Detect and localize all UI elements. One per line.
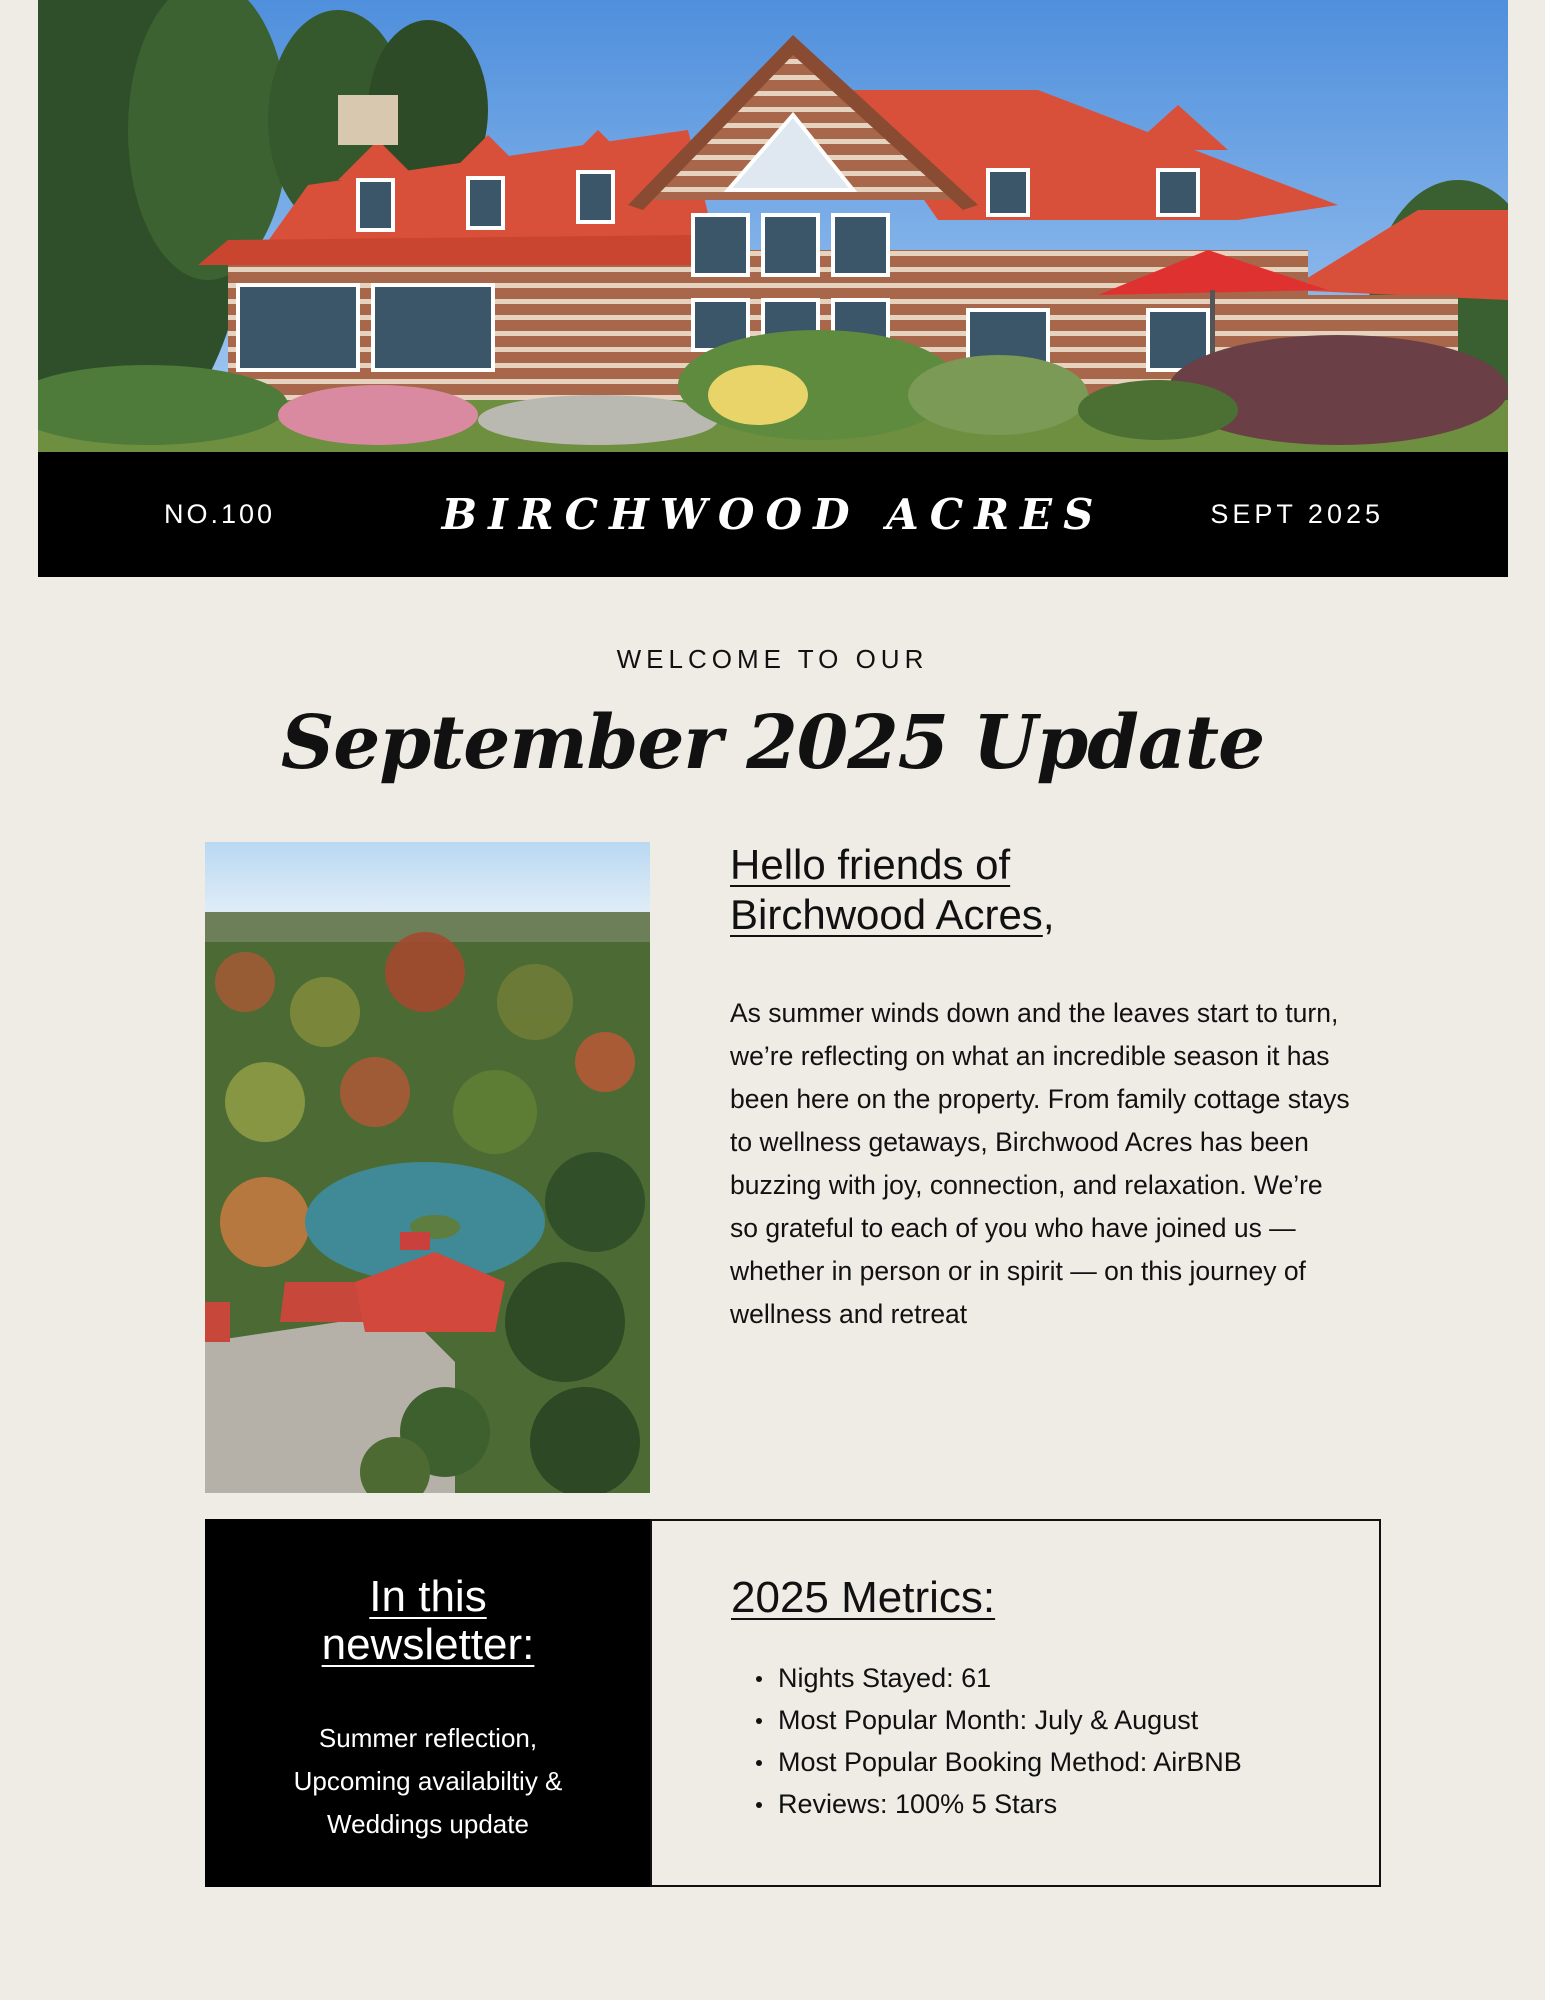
metrics-item: Nights Stayed: 61 [778,1657,1242,1699]
metrics-list [778,1657,1242,1825]
intro-paragraph: As summer winds down and the leaves start to turn, we’re reflecting on what an incredible season it has been here on the property. From family cottage stays to wellness getaways, Birchwood Acres has been buzzing with joy, connection, and relaxation. We’re so grateful to each of you who have joined us — whether in person or in spirit — on this journey of wellness and retreat [730,998,1350,1329]
issue-date: SEPT 2025 [1210,499,1384,529]
welcome-kicker: WELCOME TO OUR [616,644,929,674]
contents-heading-line-2: newsletter: [321,1620,535,1669]
contents-heading [205,1573,651,1669]
greeting-punctuation: , [1042,891,1055,938]
greeting-line-2: Birchwood Acres [730,891,1043,938]
brand-title: BIRCHWOOD ACRES [441,490,1105,539]
masthead-bar [38,452,1508,577]
newsletter-contents-box [205,1519,651,1887]
metrics-item: Reviews: 100% 5 Stars [778,1783,1242,1825]
greeting-line-1: Hello friends of [730,841,1011,888]
contents-heading-line-1: In this [369,1572,487,1621]
page-title: September 2025 Update [280,700,1265,786]
contents-line: Upcoming availabiltiy & [293,1766,563,1796]
metrics-box [650,1519,1381,1887]
contents-line: Weddings update [327,1809,529,1839]
hero-house-photo [38,0,1508,452]
contents-line: Summer reflection, [318,1723,538,1753]
metrics-heading-text: 2025 Metrics: [731,1573,996,1622]
metrics-item: Most Popular Booking Method: AirBNB [778,1741,1242,1783]
greeting-heading [730,840,1290,940]
aerial-property-photo [205,842,650,1493]
contents-description [205,1717,651,1846]
metrics-item: Most Popular Month: July & August [778,1699,1242,1741]
metrics-heading [731,1573,995,1623]
issue-number: NO.100 [164,499,276,529]
